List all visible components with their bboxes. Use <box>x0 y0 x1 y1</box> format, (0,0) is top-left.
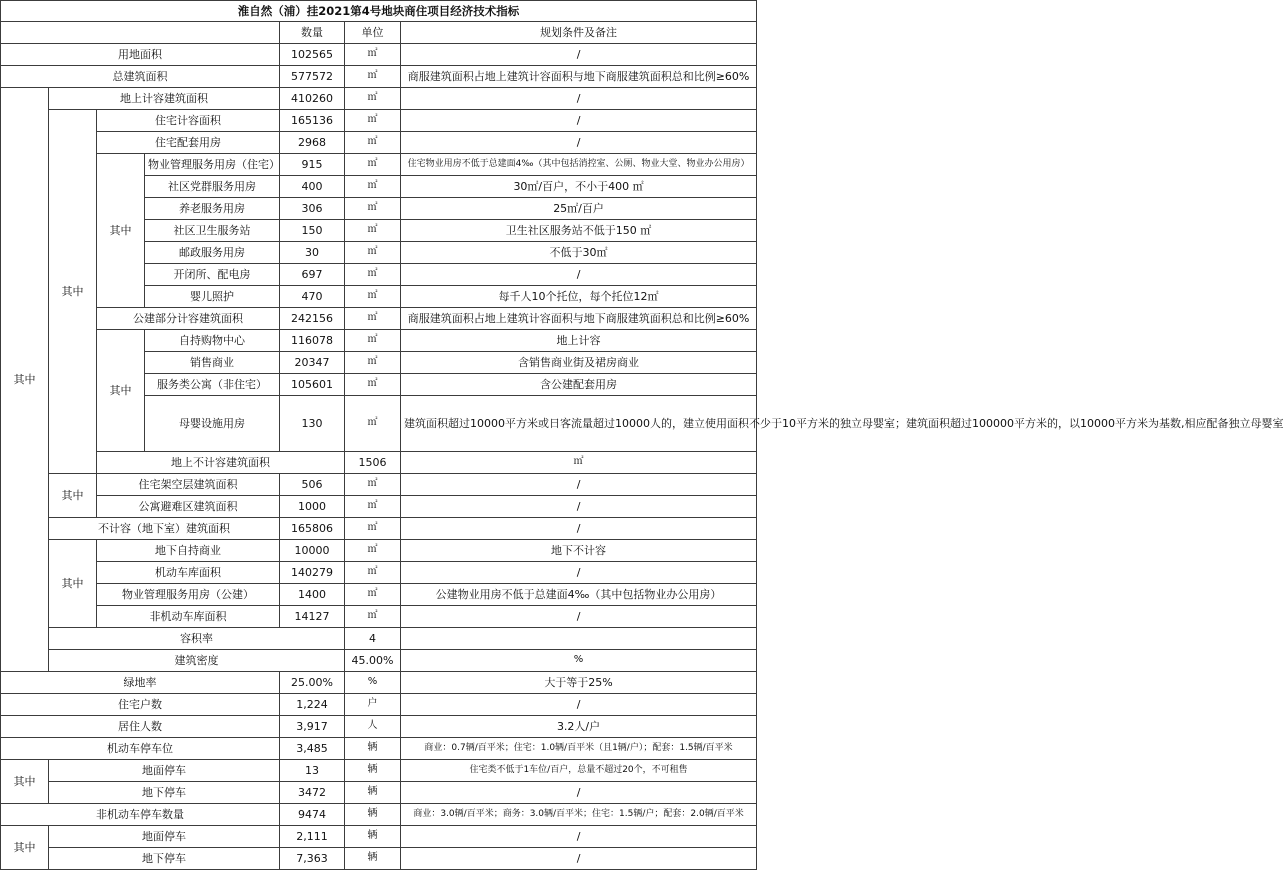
row-label: 不计容（地下室）建筑面积 <box>49 518 280 540</box>
row-label: 地面停车 <box>49 760 280 782</box>
row-value: 116078 <box>280 330 345 352</box>
row-value: 165806 <box>280 518 345 540</box>
row-value: 506 <box>280 474 345 496</box>
row-value: 45.00% <box>345 650 401 672</box>
header-qty: 数量 <box>280 22 345 44</box>
row-note: 含销售商业街及裙房商业 <box>401 352 757 374</box>
row-unit: ㎡ <box>345 374 401 396</box>
row-note: 大于等于25% <box>401 672 757 694</box>
table-row <box>1 88 757 110</box>
row-value: 150 <box>280 220 345 242</box>
row-unit: ㎡ <box>401 452 757 474</box>
row-unit: % <box>401 650 757 672</box>
group-label: 其中 <box>1 88 49 672</box>
group-label: 其中 <box>1 826 49 870</box>
table-row <box>1 650 757 672</box>
row-value: 30 <box>280 242 345 264</box>
row-unit: ㎡ <box>345 474 401 496</box>
row-value: 2,111 <box>280 826 345 848</box>
row-note: 每千人10个托位，每个托位12㎡ <box>401 286 757 308</box>
row-label: 物业管理服务用房（住宅） <box>145 154 280 176</box>
row-value: 2968 <box>280 132 345 154</box>
row-unit <box>401 628 757 650</box>
row-value: 1506 <box>345 452 401 474</box>
row-label: 地面停车 <box>49 826 280 848</box>
row-label: 非机动车库面积 <box>97 606 280 628</box>
row-value: 102565 <box>280 44 345 66</box>
row-note: / <box>401 606 757 628</box>
row-note: 地下不计容 <box>401 540 757 562</box>
row-unit: ㎡ <box>345 396 401 452</box>
row-unit: ㎡ <box>345 540 401 562</box>
row-label: 母婴设施用房 <box>145 396 280 452</box>
group-label: 其中 <box>49 474 97 518</box>
row-label: 住宅计容面积 <box>97 110 280 132</box>
table-row <box>1 628 757 650</box>
header-row <box>1 22 757 44</box>
row-value: 10000 <box>280 540 345 562</box>
header-note: 规划条件及备注 <box>401 22 757 44</box>
row-label: 地下停车 <box>49 782 280 804</box>
row-unit: ㎡ <box>345 606 401 628</box>
row-note: / <box>401 518 757 540</box>
table-row <box>1 562 757 584</box>
row-unit: ㎡ <box>345 154 401 176</box>
row-note: / <box>401 264 757 286</box>
row-label: 地下自持商业 <box>97 540 280 562</box>
row-value: 400 <box>280 176 345 198</box>
table-row <box>1 44 757 66</box>
row-label: 公建部分计容建筑面积 <box>97 308 280 330</box>
table-row <box>1 330 757 352</box>
table-row <box>1 308 757 330</box>
table-row <box>1 132 757 154</box>
group-label: 其中 <box>1 760 49 804</box>
row-unit: 辆 <box>345 782 401 804</box>
row-note: 住宅物业用房不低于总建面4‰（其中包括消控室、公厕、物业大堂、物业办公用房） <box>401 154 757 176</box>
row-label: 住宅架空层建筑面积 <box>97 474 280 496</box>
row-note: 30㎡/百户，不小于400 ㎡ <box>401 176 757 198</box>
table-row <box>1 474 757 496</box>
row-note: / <box>401 694 757 716</box>
row-value: 130 <box>280 396 345 452</box>
row-label: 自持购物中心 <box>145 330 280 352</box>
row-value: 3472 <box>280 782 345 804</box>
row-note: 商业：0.7辆/百平米；住宅：1.0辆/百平米（且1辆/户）；配套：1.5辆/百平米 <box>401 738 757 760</box>
row-note: 商业：3.0辆/百平米；商务：3.0辆/百平米；住宅：1.5辆/户；配套：2.0辆/百平米 <box>401 804 757 826</box>
row-label: 销售商业 <box>145 352 280 374</box>
row-note: / <box>401 848 757 870</box>
row-value: 3,917 <box>280 716 345 738</box>
row-value: 306 <box>280 198 345 220</box>
row-label: 住宅户数 <box>1 694 280 716</box>
row-value: 165136 <box>280 110 345 132</box>
row-note: 商服建筑面积占地上建筑计容面积与地下商服建筑面积总和比例≥60% <box>401 308 757 330</box>
row-label: 社区卫生服务站 <box>145 220 280 242</box>
table-row <box>1 584 757 606</box>
table-row <box>1 782 757 804</box>
table-row <box>1 672 757 694</box>
table-row <box>1 540 757 562</box>
row-value: 1,224 <box>280 694 345 716</box>
row-label: 社区党群服务用房 <box>145 176 280 198</box>
row-note: / <box>401 44 757 66</box>
row-note: / <box>401 782 757 804</box>
table-title: 淮自然（浦）挂2021第4号地块商住项目经济技术指标 <box>1 1 757 22</box>
row-note: 地上计容 <box>401 330 757 352</box>
row-note: 3.2人/户 <box>401 716 757 738</box>
row-unit: ㎡ <box>345 176 401 198</box>
row-value: 140279 <box>280 562 345 584</box>
row-unit: ㎡ <box>345 286 401 308</box>
row-label: 地下停车 <box>49 848 280 870</box>
row-note: 公建物业用房不低于总建面4‰（其中包括物业办公用房） <box>401 584 757 606</box>
row-unit: 人 <box>345 716 401 738</box>
table-row <box>1 518 757 540</box>
row-note: / <box>401 562 757 584</box>
row-unit: ㎡ <box>345 198 401 220</box>
row-unit: ㎡ <box>345 518 401 540</box>
row-unit: % <box>345 672 401 694</box>
table-row <box>1 694 757 716</box>
row-note: / <box>401 496 757 518</box>
row-unit: 辆 <box>345 760 401 782</box>
row-label: 邮政服务用房 <box>145 242 280 264</box>
row-label: 容积率 <box>49 628 345 650</box>
group-label: 其中 <box>97 330 145 452</box>
table-row <box>1 826 757 848</box>
row-value: 697 <box>280 264 345 286</box>
row-value: 105601 <box>280 374 345 396</box>
row-note: / <box>401 110 757 132</box>
row-note: 建筑面积超过10000平方米或日客流量超过10000人的，建立使用面积不少于10平方米的独立母婴室；建筑面积超过100000平方米的，以10000平方米为基数,相应配备独立母婴室 <box>401 396 757 452</box>
row-label: 机动车库面积 <box>97 562 280 584</box>
row-label: 婴儿照护 <box>145 286 280 308</box>
row-label: 地上计容建筑面积 <box>49 88 280 110</box>
row-unit: ㎡ <box>345 66 401 88</box>
row-value: 20347 <box>280 352 345 374</box>
row-note: / <box>401 88 757 110</box>
row-note: 商服建筑面积占地上建筑计容面积与地下商服建筑面积总和比例≥60% <box>401 66 757 88</box>
row-label: 公寓避难区建筑面积 <box>97 496 280 518</box>
row-unit: ㎡ <box>345 496 401 518</box>
table-row <box>1 154 757 176</box>
row-unit: 户 <box>345 694 401 716</box>
row-unit: ㎡ <box>345 264 401 286</box>
row-label: 总建筑面积 <box>1 66 280 88</box>
row-label: 地上不计容建筑面积 <box>97 452 345 474</box>
row-value: 14127 <box>280 606 345 628</box>
row-note: 卫生社区服务站不低于150 ㎡ <box>401 220 757 242</box>
row-label: 非机动车停车数量 <box>1 804 280 826</box>
row-unit: ㎡ <box>345 562 401 584</box>
row-value: 3,485 <box>280 738 345 760</box>
row-unit: 辆 <box>345 738 401 760</box>
row-note: 住宅类不低于1车位/百户，总量不超过20个，不可租售 <box>401 760 757 782</box>
row-value: 410260 <box>280 88 345 110</box>
row-unit: ㎡ <box>345 44 401 66</box>
row-value: 915 <box>280 154 345 176</box>
row-value: 7,363 <box>280 848 345 870</box>
row-unit: 辆 <box>345 848 401 870</box>
row-unit: 辆 <box>345 826 401 848</box>
title-row <box>1 1 757 22</box>
table-row <box>1 804 757 826</box>
row-value: 9474 <box>280 804 345 826</box>
row-unit: ㎡ <box>345 110 401 132</box>
row-note: 不低于30㎡ <box>401 242 757 264</box>
table-row <box>1 606 757 628</box>
row-value: 4 <box>345 628 401 650</box>
row-note: / <box>401 826 757 848</box>
table-row <box>1 760 757 782</box>
group-label: 其中 <box>49 110 97 474</box>
row-label: 住宅配套用房 <box>97 132 280 154</box>
table-row <box>1 848 757 870</box>
row-unit: ㎡ <box>345 308 401 330</box>
group-label: 其中 <box>49 540 97 628</box>
table-row <box>1 110 757 132</box>
row-unit: ㎡ <box>345 242 401 264</box>
row-value: 242156 <box>280 308 345 330</box>
row-label: 用地面积 <box>1 44 280 66</box>
header-unit: 单位 <box>345 22 401 44</box>
table-row <box>1 496 757 518</box>
row-label: 绿地率 <box>1 672 280 694</box>
row-label: 物业管理服务用房（公建） <box>97 584 280 606</box>
row-unit: ㎡ <box>345 220 401 242</box>
row-label: 养老服务用房 <box>145 198 280 220</box>
row-label: 建筑密度 <box>49 650 345 672</box>
row-label: 服务类公寓（非住宅） <box>145 374 280 396</box>
row-unit: ㎡ <box>345 330 401 352</box>
row-label: 开闭所、配电房 <box>145 264 280 286</box>
group-label: 其中 <box>97 154 145 308</box>
row-unit: ㎡ <box>345 132 401 154</box>
row-note: / <box>401 132 757 154</box>
row-value: 1000 <box>280 496 345 518</box>
row-value: 13 <box>280 760 345 782</box>
table-row <box>1 738 757 760</box>
row-note: 含公建配套用房 <box>401 374 757 396</box>
table-row <box>1 452 757 474</box>
header-item <box>1 22 280 44</box>
table-row <box>1 66 757 88</box>
row-value: 470 <box>280 286 345 308</box>
row-unit: 辆 <box>345 804 401 826</box>
row-value: 577572 <box>280 66 345 88</box>
row-note: / <box>401 474 757 496</box>
row-label: 居住人数 <box>1 716 280 738</box>
row-unit: ㎡ <box>345 352 401 374</box>
row-value: 25.00% <box>280 672 345 694</box>
row-note: 25㎡/百户 <box>401 198 757 220</box>
row-unit: ㎡ <box>345 584 401 606</box>
table-row <box>1 716 757 738</box>
row-value: 1400 <box>280 584 345 606</box>
row-unit: ㎡ <box>345 88 401 110</box>
row-label: 机动车停车位 <box>1 738 280 760</box>
